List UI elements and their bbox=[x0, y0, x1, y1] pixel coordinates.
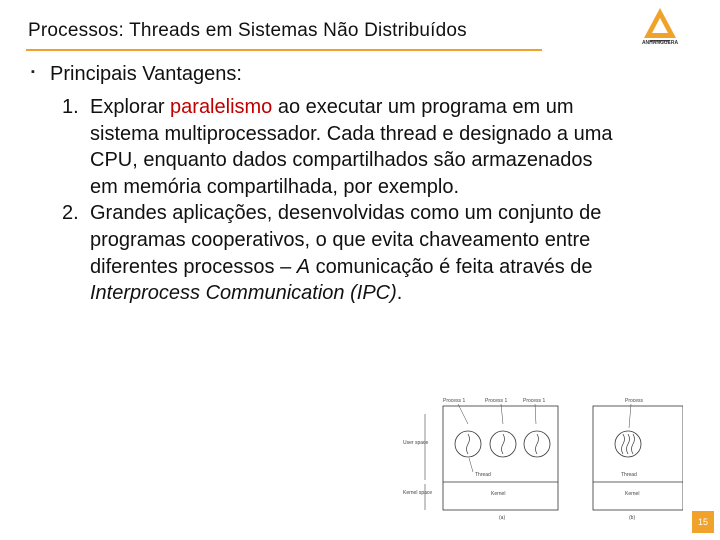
list-item bbox=[62, 200, 622, 306]
process-label: Process 1 bbox=[443, 398, 466, 404]
thread-label: Thread bbox=[475, 472, 491, 478]
slide-title: Processos: Threads em Sistemas Não Distribuídos bbox=[28, 20, 467, 41]
process-label: Process bbox=[625, 398, 644, 404]
item-text-part: Explorar bbox=[90, 96, 171, 118]
threads-diagram bbox=[403, 384, 683, 534]
kernel-label: Kernel bbox=[625, 491, 640, 497]
thread-label: Thread bbox=[621, 472, 637, 478]
italic-text: A bbox=[296, 255, 311, 278]
item-number: 1. bbox=[62, 96, 79, 118]
item-text-part: . bbox=[396, 282, 403, 305]
kernel-label: Kernel bbox=[491, 491, 506, 497]
section-heading: Principais Vantagens: bbox=[50, 63, 242, 85]
item-text-part: Grandes aplicações, desenvolvidas como um conjunto de programas cooperativos, o que evita chaveamento entre diferentes processos – bbox=[90, 202, 602, 278]
item-text-part: comunicação é feita através de bbox=[310, 255, 593, 278]
item-text-part: ao executar um programa em um sistema multiprocessador. Cada thread e designado a uma CPU, enquanto dados compartilhados são armazenados em memória compartilhada, por exemplo. bbox=[90, 96, 613, 198]
advantages-list bbox=[62, 94, 622, 307]
item-text bbox=[90, 94, 622, 200]
caption-b: (b) bbox=[629, 515, 636, 521]
slide-number-badge: 15 bbox=[692, 511, 714, 533]
process-label: Process 1 bbox=[523, 398, 546, 404]
kernel-space-label: Kernel space bbox=[403, 490, 433, 496]
italic-text: Interprocess Communication (IPC) bbox=[90, 282, 397, 305]
bullet-icon: ▪ bbox=[31, 66, 35, 78]
title-underline bbox=[26, 49, 542, 51]
item-text bbox=[90, 200, 622, 306]
caption-a: (a) bbox=[499, 515, 506, 521]
list-item bbox=[62, 94, 622, 200]
user-space-label: User space bbox=[403, 440, 429, 446]
logo-text: ANHANGUERA bbox=[641, 40, 679, 46]
item-number: 2. bbox=[62, 202, 79, 225]
process-label: Process 1 bbox=[485, 398, 508, 404]
highlighted-term: paralelismo bbox=[170, 96, 273, 118]
